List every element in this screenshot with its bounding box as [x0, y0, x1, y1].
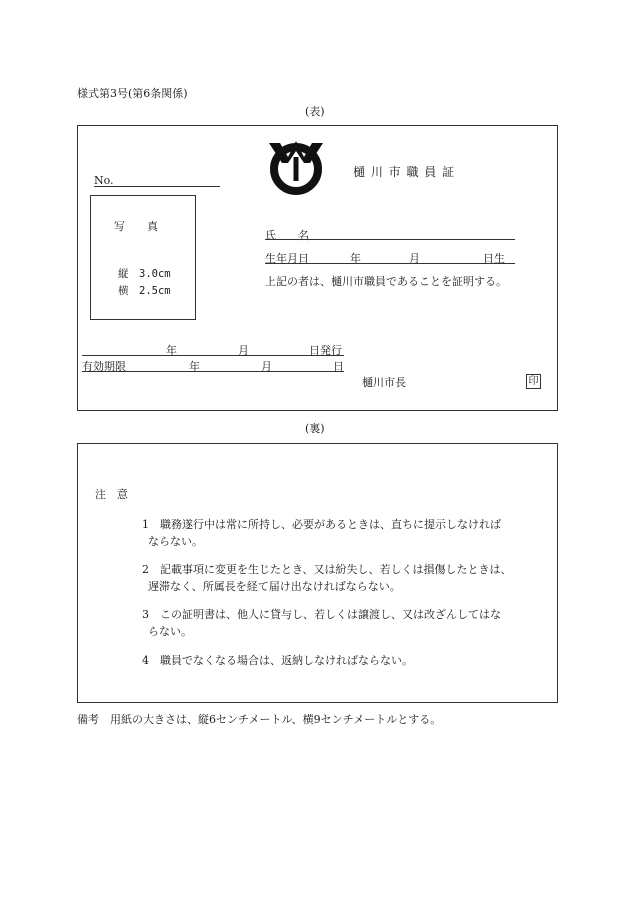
photo-width: 横 2.5cm — [118, 285, 171, 297]
notice-item-continuation: らない。 — [148, 625, 192, 638]
birth-day: 日生 — [483, 252, 505, 265]
back-side-label: (裏) — [305, 422, 325, 435]
validity-day: 日 — [333, 360, 344, 373]
notice-item-continuation: ならない。 — [148, 535, 203, 548]
validity-label: 有効期限 — [82, 360, 126, 373]
issue-day: 日発行 — [309, 344, 342, 357]
certification-text: 上記の者は、樋川市職員であることを証明する。 — [265, 275, 507, 288]
notice-item — [142, 606, 532, 640]
id-card-front — [77, 125, 558, 411]
issue-year: 年 — [166, 344, 177, 357]
birth-line — [265, 263, 515, 264]
id-card-back — [77, 443, 558, 703]
notice-item-line: 1 職務遂行中は常に所持し、必要があるときは、直ちに提示しなければ — [142, 518, 501, 531]
photo-label: 写 真 — [114, 220, 158, 233]
form-number: 様式第3号(第6条関係) — [77, 87, 188, 100]
number-label: No. — [94, 174, 114, 187]
notice-item — [142, 652, 532, 669]
notice-item-continuation: 遅滞なく、所属長を経て届け出なければならない。 — [148, 580, 401, 593]
notice-heading: 注 意 — [95, 488, 128, 501]
name-line — [265, 239, 515, 240]
card-title: 樋 川 市 職 員 証 — [353, 165, 456, 179]
mayor-label: 樋川市長 — [362, 376, 406, 389]
birth-month: 月 — [409, 252, 420, 265]
birth-label: 生年月日 — [265, 252, 309, 265]
front-side-label: (表) — [305, 105, 325, 118]
birth-year: 年 — [350, 252, 361, 265]
photo-box — [90, 195, 196, 320]
notice-item-line: 2 記載事項に変更を生じたとき、又は紛失し、若しくは損傷したときは、 — [142, 563, 512, 576]
notice-item — [142, 516, 532, 550]
issue-month: 月 — [238, 344, 249, 357]
city-emblem-icon — [266, 137, 326, 195]
validity-line — [82, 371, 344, 372]
name-label: 氏 名 — [265, 229, 309, 242]
validity-month: 月 — [261, 360, 272, 373]
photo-height: 縦 3.0cm — [118, 268, 171, 280]
notice-item-line: 4 職員でなくなる場合は、返納しなければならない。 — [142, 654, 413, 667]
seal-mark: 印 — [526, 374, 541, 389]
issue-line — [82, 355, 344, 356]
number-line — [94, 186, 220, 187]
notice-item-line: 3 この証明書は、他人に貸与し、若しくは譲渡し、又は改ざんしてはな — [142, 608, 501, 621]
notice-item — [142, 561, 532, 595]
validity-year: 年 — [189, 360, 200, 373]
remark-text: 備考 用紙の大きさは、縦6センチメートル、横9センチメートルとする。 — [77, 713, 442, 726]
